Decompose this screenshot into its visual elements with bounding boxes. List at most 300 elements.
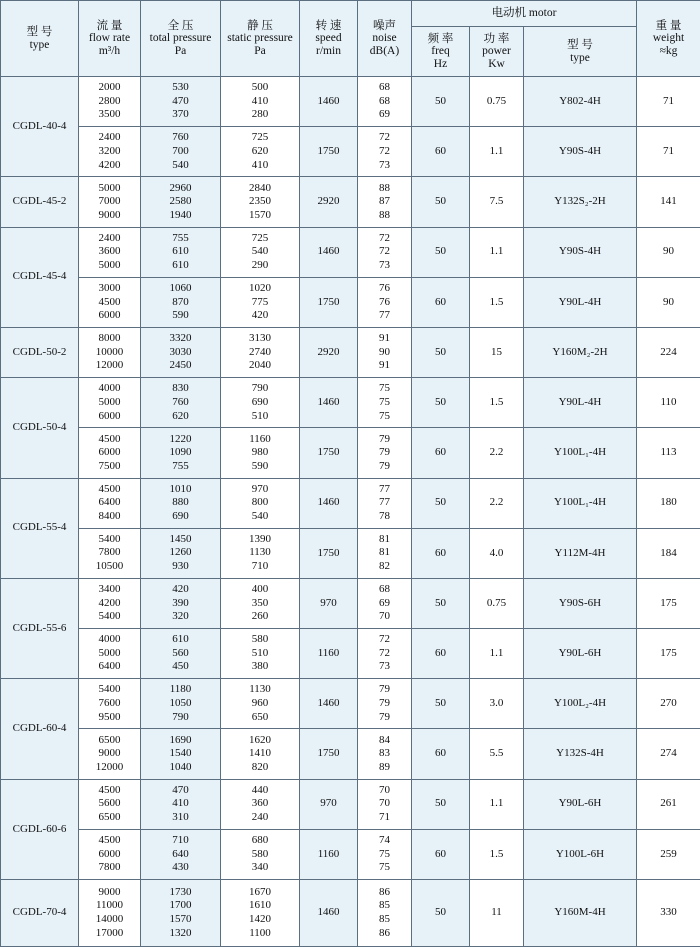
total-pressure-value: 930 bbox=[172, 560, 189, 573]
motor-type-cell: Y100L₁-4H bbox=[524, 478, 637, 528]
static-pressure-value: 800 bbox=[251, 496, 269, 509]
header-type-en: type bbox=[29, 38, 50, 51]
flow-rate-value: 2800 bbox=[98, 94, 121, 107]
static-pressure-value: 725 bbox=[251, 131, 269, 144]
static-pressure-value: 580 bbox=[251, 633, 269, 646]
header-motor-type-en: type bbox=[570, 51, 590, 64]
total-pressure-value: 1090 bbox=[169, 446, 192, 459]
static-pressure-value: 1130 bbox=[249, 546, 271, 559]
static-pressure-value: 980 bbox=[251, 446, 269, 459]
header-flow bbox=[79, 1, 141, 77]
total-pressure-value: 2450 bbox=[169, 359, 192, 372]
motor-type-cell: Y160M₂-2H bbox=[524, 327, 637, 377]
table-row bbox=[1, 227, 700, 277]
static-pressure-cell bbox=[221, 578, 300, 628]
noise-value: 72 bbox=[379, 646, 390, 659]
flow-rate-value: 2400 bbox=[98, 131, 121, 144]
flow-rate-value: 4500 bbox=[98, 295, 121, 308]
frequency-cell: 60 bbox=[412, 127, 470, 177]
total-pressure-value: 700 bbox=[172, 144, 189, 157]
static-pressure-value: 1570 bbox=[249, 208, 271, 221]
flow-rate-cell bbox=[79, 528, 141, 578]
motor-type-cell: Y100L₂-4H bbox=[524, 679, 637, 729]
flow-rate-cell bbox=[79, 127, 141, 177]
total-pressure-cell bbox=[141, 327, 221, 377]
static-pressure-cell bbox=[221, 327, 300, 377]
static-pressure-value: 340 bbox=[251, 861, 269, 874]
noise-value: 75 bbox=[379, 861, 390, 874]
weight-cell: 110 bbox=[637, 378, 700, 428]
power-cell: 0.75 bbox=[470, 77, 524, 127]
noise-value: 69 bbox=[379, 596, 390, 609]
static-pressure-cell bbox=[221, 829, 300, 879]
flow-rate-value: 5000 bbox=[98, 181, 121, 194]
total-pressure-value: 1570 bbox=[169, 913, 192, 925]
static-pressure-value: 290 bbox=[251, 258, 269, 271]
total-pressure-value: 640 bbox=[172, 847, 189, 860]
motor-type-cell: Y802-4H bbox=[524, 77, 637, 127]
table-row bbox=[1, 880, 700, 947]
static-pressure-value: 620 bbox=[251, 144, 269, 157]
header-weight bbox=[637, 1, 700, 77]
header-flow-zh: 流 量 bbox=[96, 20, 123, 33]
static-pressure-value: 2740 bbox=[249, 345, 271, 358]
total-pressure-cell bbox=[141, 729, 221, 779]
speed-cell: 1460 bbox=[300, 77, 358, 127]
table-row bbox=[1, 327, 700, 377]
model-cell: CGDL-50-4 bbox=[1, 378, 79, 478]
header-power bbox=[470, 27, 524, 77]
total-pressure-value: 1730 bbox=[169, 885, 192, 898]
total-pressure-cell bbox=[141, 277, 221, 327]
total-pressure-value: 560 bbox=[172, 646, 189, 659]
noise-value: 79 bbox=[379, 459, 390, 472]
flow-rate-value: 4500 bbox=[98, 783, 121, 796]
static-pressure-cell bbox=[221, 880, 300, 947]
static-pressure-value: 1160 bbox=[249, 432, 271, 445]
noise-value: 69 bbox=[379, 108, 390, 121]
flow-rate-cell bbox=[79, 578, 141, 628]
total-pressure-value: 1010 bbox=[169, 482, 192, 495]
motor-type-cell: Y132S₂-2H bbox=[524, 177, 637, 227]
total-pressure-value: 530 bbox=[172, 81, 189, 94]
static-pressure-value: 2040 bbox=[249, 359, 271, 372]
header-static-en: static pressure bbox=[227, 32, 293, 45]
flow-rate-value: 6000 bbox=[98, 847, 121, 860]
flow-rate-cell bbox=[79, 629, 141, 679]
header-total-pressure bbox=[141, 1, 221, 77]
total-pressure-cell bbox=[141, 779, 221, 829]
total-pressure-value: 870 bbox=[172, 295, 189, 308]
frequency-cell: 50 bbox=[412, 880, 470, 947]
static-pressure-value: 510 bbox=[251, 646, 269, 659]
weight-cell: 259 bbox=[637, 829, 700, 879]
flow-rate-value: 5400 bbox=[98, 532, 121, 545]
noise-value: 68 bbox=[379, 81, 390, 94]
weight-cell: 224 bbox=[637, 327, 700, 377]
table-row bbox=[1, 127, 700, 177]
header-flow-en: flow rate bbox=[88, 32, 131, 45]
flow-rate-value: 4500 bbox=[98, 834, 121, 847]
total-pressure-value: 2960 bbox=[169, 181, 192, 194]
header-static-pressure bbox=[221, 1, 300, 77]
static-pressure-value: 820 bbox=[251, 760, 269, 773]
static-pressure-value: 725 bbox=[251, 231, 269, 244]
static-pressure-value: 380 bbox=[251, 660, 269, 673]
noise-value: 86 bbox=[379, 885, 390, 898]
header-power-en: power bbox=[482, 45, 511, 58]
noise-value: 79 bbox=[379, 432, 390, 445]
total-pressure-value: 420 bbox=[172, 583, 189, 596]
model-cell: CGDL-55-6 bbox=[1, 578, 79, 678]
power-cell: 1.1 bbox=[470, 629, 524, 679]
flow-rate-cell bbox=[79, 177, 141, 227]
total-pressure-cell bbox=[141, 578, 221, 628]
noise-value: 79 bbox=[379, 446, 390, 459]
weight-cell: 330 bbox=[637, 880, 700, 947]
frequency-cell: 50 bbox=[412, 177, 470, 227]
weight-cell: 274 bbox=[637, 729, 700, 779]
total-pressure-value: 320 bbox=[172, 610, 189, 623]
total-pressure-value: 610 bbox=[172, 245, 189, 258]
noise-cell bbox=[358, 629, 412, 679]
table-row bbox=[1, 428, 700, 478]
static-pressure-value: 350 bbox=[251, 596, 269, 609]
header-freq bbox=[412, 27, 470, 77]
frequency-cell: 60 bbox=[412, 428, 470, 478]
static-pressure-value: 1020 bbox=[249, 281, 271, 294]
noise-value: 77 bbox=[379, 482, 390, 495]
static-pressure-cell bbox=[221, 227, 300, 277]
model-cell: CGDL-50-2 bbox=[1, 327, 79, 377]
static-pressure-cell bbox=[221, 127, 300, 177]
header-motor-label: 电动机 motor bbox=[491, 7, 557, 20]
noise-value: 73 bbox=[379, 660, 390, 673]
header-noise bbox=[358, 1, 412, 77]
motor-type-cell: Y90S-4H bbox=[524, 127, 637, 177]
power-cell: 2.2 bbox=[470, 428, 524, 478]
total-pressure-cell bbox=[141, 528, 221, 578]
flow-rate-value: 5000 bbox=[98, 646, 121, 659]
static-pressure-value: 1620 bbox=[249, 733, 271, 746]
total-pressure-value: 1690 bbox=[169, 733, 192, 746]
static-pressure-value: 410 bbox=[251, 94, 269, 107]
flow-rate-value: 5000 bbox=[98, 258, 121, 271]
flow-rate-value: 9000 bbox=[98, 747, 121, 760]
weight-cell: 270 bbox=[637, 679, 700, 729]
flow-rate-value: 3500 bbox=[98, 108, 121, 121]
static-pressure-value: 1390 bbox=[249, 532, 271, 545]
noise-value: 73 bbox=[379, 158, 390, 171]
flow-rate-cell bbox=[79, 729, 141, 779]
table-row bbox=[1, 177, 700, 227]
static-pressure-cell bbox=[221, 629, 300, 679]
flow-rate-value: 5600 bbox=[98, 797, 121, 810]
static-pressure-value: 1130 bbox=[249, 683, 271, 696]
weight-cell: 184 bbox=[637, 528, 700, 578]
model-cell: CGDL-60-6 bbox=[1, 779, 79, 879]
power-cell: 1.1 bbox=[470, 227, 524, 277]
total-pressure-cell bbox=[141, 629, 221, 679]
noise-value: 88 bbox=[379, 181, 390, 194]
total-pressure-value: 760 bbox=[172, 131, 189, 144]
flow-rate-value: 7800 bbox=[98, 861, 121, 874]
weight-cell: 175 bbox=[637, 578, 700, 628]
power-cell: 4.0 bbox=[470, 528, 524, 578]
static-pressure-cell bbox=[221, 277, 300, 327]
header-noise-unit: dB(A) bbox=[369, 44, 400, 57]
flow-rate-value: 14000 bbox=[95, 913, 124, 925]
flow-rate-cell bbox=[79, 77, 141, 127]
noise-value: 75 bbox=[379, 395, 390, 408]
static-pressure-value: 400 bbox=[251, 583, 269, 596]
noise-value: 84 bbox=[379, 733, 390, 746]
total-pressure-cell bbox=[141, 829, 221, 879]
header-total-unit: Pa bbox=[174, 44, 187, 57]
flow-rate-cell bbox=[79, 478, 141, 528]
header-speed-en: speed bbox=[315, 32, 342, 45]
frequency-cell: 50 bbox=[412, 679, 470, 729]
table-body bbox=[1, 77, 700, 947]
speed-cell: 1160 bbox=[300, 629, 358, 679]
static-pressure-cell bbox=[221, 679, 300, 729]
header-type bbox=[1, 1, 79, 77]
frequency-cell: 50 bbox=[412, 779, 470, 829]
header-freq-zh: 频 率 bbox=[427, 33, 454, 46]
noise-cell bbox=[358, 127, 412, 177]
total-pressure-cell bbox=[141, 428, 221, 478]
noise-value: 79 bbox=[379, 683, 390, 696]
power-cell: 3.0 bbox=[470, 679, 524, 729]
flow-rate-value: 3200 bbox=[98, 144, 121, 157]
total-pressure-value: 1540 bbox=[169, 747, 192, 760]
flow-rate-value: 12000 bbox=[95, 760, 124, 773]
flow-rate-value: 7500 bbox=[98, 459, 121, 472]
model-cell: CGDL-60-4 bbox=[1, 679, 79, 779]
noise-cell bbox=[358, 378, 412, 428]
noise-cell bbox=[358, 428, 412, 478]
weight-cell: 90 bbox=[637, 227, 700, 277]
static-pressure-value: 540 bbox=[251, 245, 269, 258]
static-pressure-value: 440 bbox=[251, 783, 269, 796]
noise-cell bbox=[358, 77, 412, 127]
noise-value: 75 bbox=[379, 847, 390, 860]
static-pressure-value: 1100 bbox=[249, 926, 271, 939]
flow-rate-cell bbox=[79, 829, 141, 879]
power-cell: 0.75 bbox=[470, 578, 524, 628]
total-pressure-value: 370 bbox=[172, 108, 189, 121]
total-pressure-value: 1700 bbox=[169, 899, 192, 912]
model-cell: CGDL-45-2 bbox=[1, 177, 79, 227]
header-noise-en: noise bbox=[372, 32, 397, 45]
static-pressure-value: 3130 bbox=[249, 332, 271, 345]
flow-rate-value: 4200 bbox=[98, 158, 121, 171]
total-pressure-value: 790 bbox=[172, 710, 189, 723]
static-pressure-value: 1420 bbox=[249, 913, 271, 925]
total-pressure-value: 470 bbox=[172, 94, 189, 107]
total-pressure-value: 540 bbox=[172, 158, 189, 171]
flow-rate-value: 3400 bbox=[98, 583, 121, 596]
frequency-cell: 50 bbox=[412, 478, 470, 528]
total-pressure-value: 1180 bbox=[169, 683, 192, 696]
power-cell: 1.1 bbox=[470, 127, 524, 177]
total-pressure-value: 1040 bbox=[169, 760, 192, 773]
noise-cell bbox=[358, 277, 412, 327]
total-pressure-value: 590 bbox=[172, 309, 189, 322]
flow-rate-value: 6400 bbox=[98, 660, 121, 673]
static-pressure-cell bbox=[221, 528, 300, 578]
total-pressure-cell bbox=[141, 77, 221, 127]
motor-type-cell: Y132S-4H bbox=[524, 729, 637, 779]
static-pressure-value: 500 bbox=[251, 81, 269, 94]
static-pressure-cell bbox=[221, 428, 300, 478]
noise-value: 72 bbox=[379, 231, 390, 244]
header-speed-zh: 转 速 bbox=[315, 20, 342, 33]
noise-value: 74 bbox=[379, 834, 390, 847]
noise-value: 91 bbox=[379, 359, 390, 372]
motor-type-cell: Y112M-4H bbox=[524, 528, 637, 578]
noise-value: 83 bbox=[379, 747, 390, 760]
header-noise-zh: 噪声 bbox=[373, 20, 396, 33]
noise-value: 72 bbox=[379, 245, 390, 258]
noise-cell bbox=[358, 829, 412, 879]
total-pressure-value: 610 bbox=[172, 633, 189, 646]
table-row bbox=[1, 378, 700, 428]
total-pressure-value: 830 bbox=[172, 382, 189, 395]
flow-rate-value: 2000 bbox=[98, 81, 121, 94]
total-pressure-value: 410 bbox=[172, 797, 189, 810]
frequency-cell: 60 bbox=[412, 528, 470, 578]
flow-rate-value: 6000 bbox=[98, 446, 121, 459]
frequency-cell: 50 bbox=[412, 77, 470, 127]
flow-rate-value: 4000 bbox=[98, 382, 121, 395]
power-cell: 7.5 bbox=[470, 177, 524, 227]
header-speed-unit: r/min bbox=[316, 44, 341, 57]
frequency-cell: 60 bbox=[412, 629, 470, 679]
flow-rate-value: 6500 bbox=[98, 811, 121, 824]
noise-value: 85 bbox=[379, 913, 390, 925]
noise-cell bbox=[358, 578, 412, 628]
model-cell: CGDL-40-4 bbox=[1, 77, 79, 177]
motor-type-cell: Y90S-4H bbox=[524, 227, 637, 277]
speed-cell: 1750 bbox=[300, 428, 358, 478]
speed-cell: 2920 bbox=[300, 327, 358, 377]
noise-value: 77 bbox=[379, 309, 390, 322]
noise-value: 72 bbox=[379, 633, 390, 646]
header-freq-en: freq bbox=[431, 45, 450, 58]
total-pressure-value: 310 bbox=[172, 811, 189, 824]
power-cell: 1.5 bbox=[470, 829, 524, 879]
motor-type-cell: Y100L-6H bbox=[524, 829, 637, 879]
speed-cell: 1750 bbox=[300, 127, 358, 177]
motor-type-cell: Y100L₁-4H bbox=[524, 428, 637, 478]
static-pressure-value: 590 bbox=[251, 459, 269, 472]
table-row bbox=[1, 528, 700, 578]
noise-value: 82 bbox=[379, 560, 390, 573]
table-header bbox=[1, 1, 700, 77]
flow-rate-value: 10000 bbox=[95, 345, 124, 358]
static-pressure-value: 650 bbox=[251, 710, 269, 723]
static-pressure-value: 710 bbox=[251, 560, 269, 573]
power-cell: 11 bbox=[470, 880, 524, 947]
noise-value: 76 bbox=[379, 295, 390, 308]
flow-rate-value: 3600 bbox=[98, 245, 121, 258]
total-pressure-value: 880 bbox=[172, 496, 189, 509]
weight-cell: 180 bbox=[637, 478, 700, 528]
static-pressure-value: 420 bbox=[251, 309, 269, 322]
speed-cell: 1460 bbox=[300, 478, 358, 528]
total-pressure-value: 390 bbox=[172, 596, 189, 609]
static-pressure-cell bbox=[221, 779, 300, 829]
noise-value: 70 bbox=[379, 783, 390, 796]
table-row bbox=[1, 829, 700, 879]
total-pressure-value: 450 bbox=[172, 660, 189, 673]
flow-rate-value: 10500 bbox=[95, 560, 124, 573]
flow-rate-value: 4200 bbox=[98, 596, 121, 609]
flow-rate-cell bbox=[79, 327, 141, 377]
total-pressure-value: 1450 bbox=[169, 532, 192, 545]
total-pressure-value: 1940 bbox=[169, 208, 192, 221]
flow-rate-value: 8400 bbox=[98, 509, 121, 522]
frequency-cell: 50 bbox=[412, 227, 470, 277]
flow-rate-value: 7600 bbox=[98, 697, 121, 710]
static-pressure-cell bbox=[221, 177, 300, 227]
total-pressure-value: 3320 bbox=[169, 332, 192, 345]
noise-value: 76 bbox=[379, 281, 390, 294]
total-pressure-value: 710 bbox=[172, 834, 189, 847]
frequency-cell: 50 bbox=[412, 327, 470, 377]
header-motor bbox=[412, 1, 637, 27]
total-pressure-value: 690 bbox=[172, 509, 189, 522]
speed-cell: 1460 bbox=[300, 227, 358, 277]
noise-value: 72 bbox=[379, 144, 390, 157]
noise-cell bbox=[358, 729, 412, 779]
speed-cell: 970 bbox=[300, 578, 358, 628]
flow-rate-value: 6000 bbox=[98, 309, 121, 322]
total-pressure-cell bbox=[141, 177, 221, 227]
model-cell: CGDL-70-4 bbox=[1, 880, 79, 947]
static-pressure-value: 280 bbox=[251, 108, 269, 121]
noise-value: 81 bbox=[379, 546, 390, 559]
model-cell: CGDL-55-4 bbox=[1, 478, 79, 578]
static-pressure-value: 2350 bbox=[249, 195, 271, 208]
noise-value: 70 bbox=[379, 610, 390, 623]
flow-rate-cell bbox=[79, 277, 141, 327]
noise-value: 89 bbox=[379, 760, 390, 773]
total-pressure-cell bbox=[141, 679, 221, 729]
header-power-unit: Kw bbox=[488, 57, 505, 70]
static-pressure-value: 410 bbox=[251, 158, 269, 171]
speed-cell: 1460 bbox=[300, 378, 358, 428]
noise-cell bbox=[358, 528, 412, 578]
motor-type-cell: Y90L-6H bbox=[524, 779, 637, 829]
noise-value: 81 bbox=[379, 532, 390, 545]
total-pressure-value: 1220 bbox=[169, 432, 192, 445]
motor-type-cell: Y90S-6H bbox=[524, 578, 637, 628]
motor-type-cell: Y160M-4H bbox=[524, 880, 637, 947]
noise-value: 87 bbox=[379, 195, 390, 208]
total-pressure-value: 1060 bbox=[169, 281, 192, 294]
flow-rate-value: 4500 bbox=[98, 432, 121, 445]
noise-value: 79 bbox=[379, 710, 390, 723]
flow-rate-value: 5400 bbox=[98, 683, 121, 696]
weight-cell: 113 bbox=[637, 428, 700, 478]
speed-cell: 970 bbox=[300, 779, 358, 829]
noise-cell bbox=[358, 679, 412, 729]
header-static-unit: Pa bbox=[254, 44, 266, 57]
flow-rate-value: 4000 bbox=[98, 633, 121, 646]
flow-rate-value: 11000 bbox=[95, 899, 124, 912]
